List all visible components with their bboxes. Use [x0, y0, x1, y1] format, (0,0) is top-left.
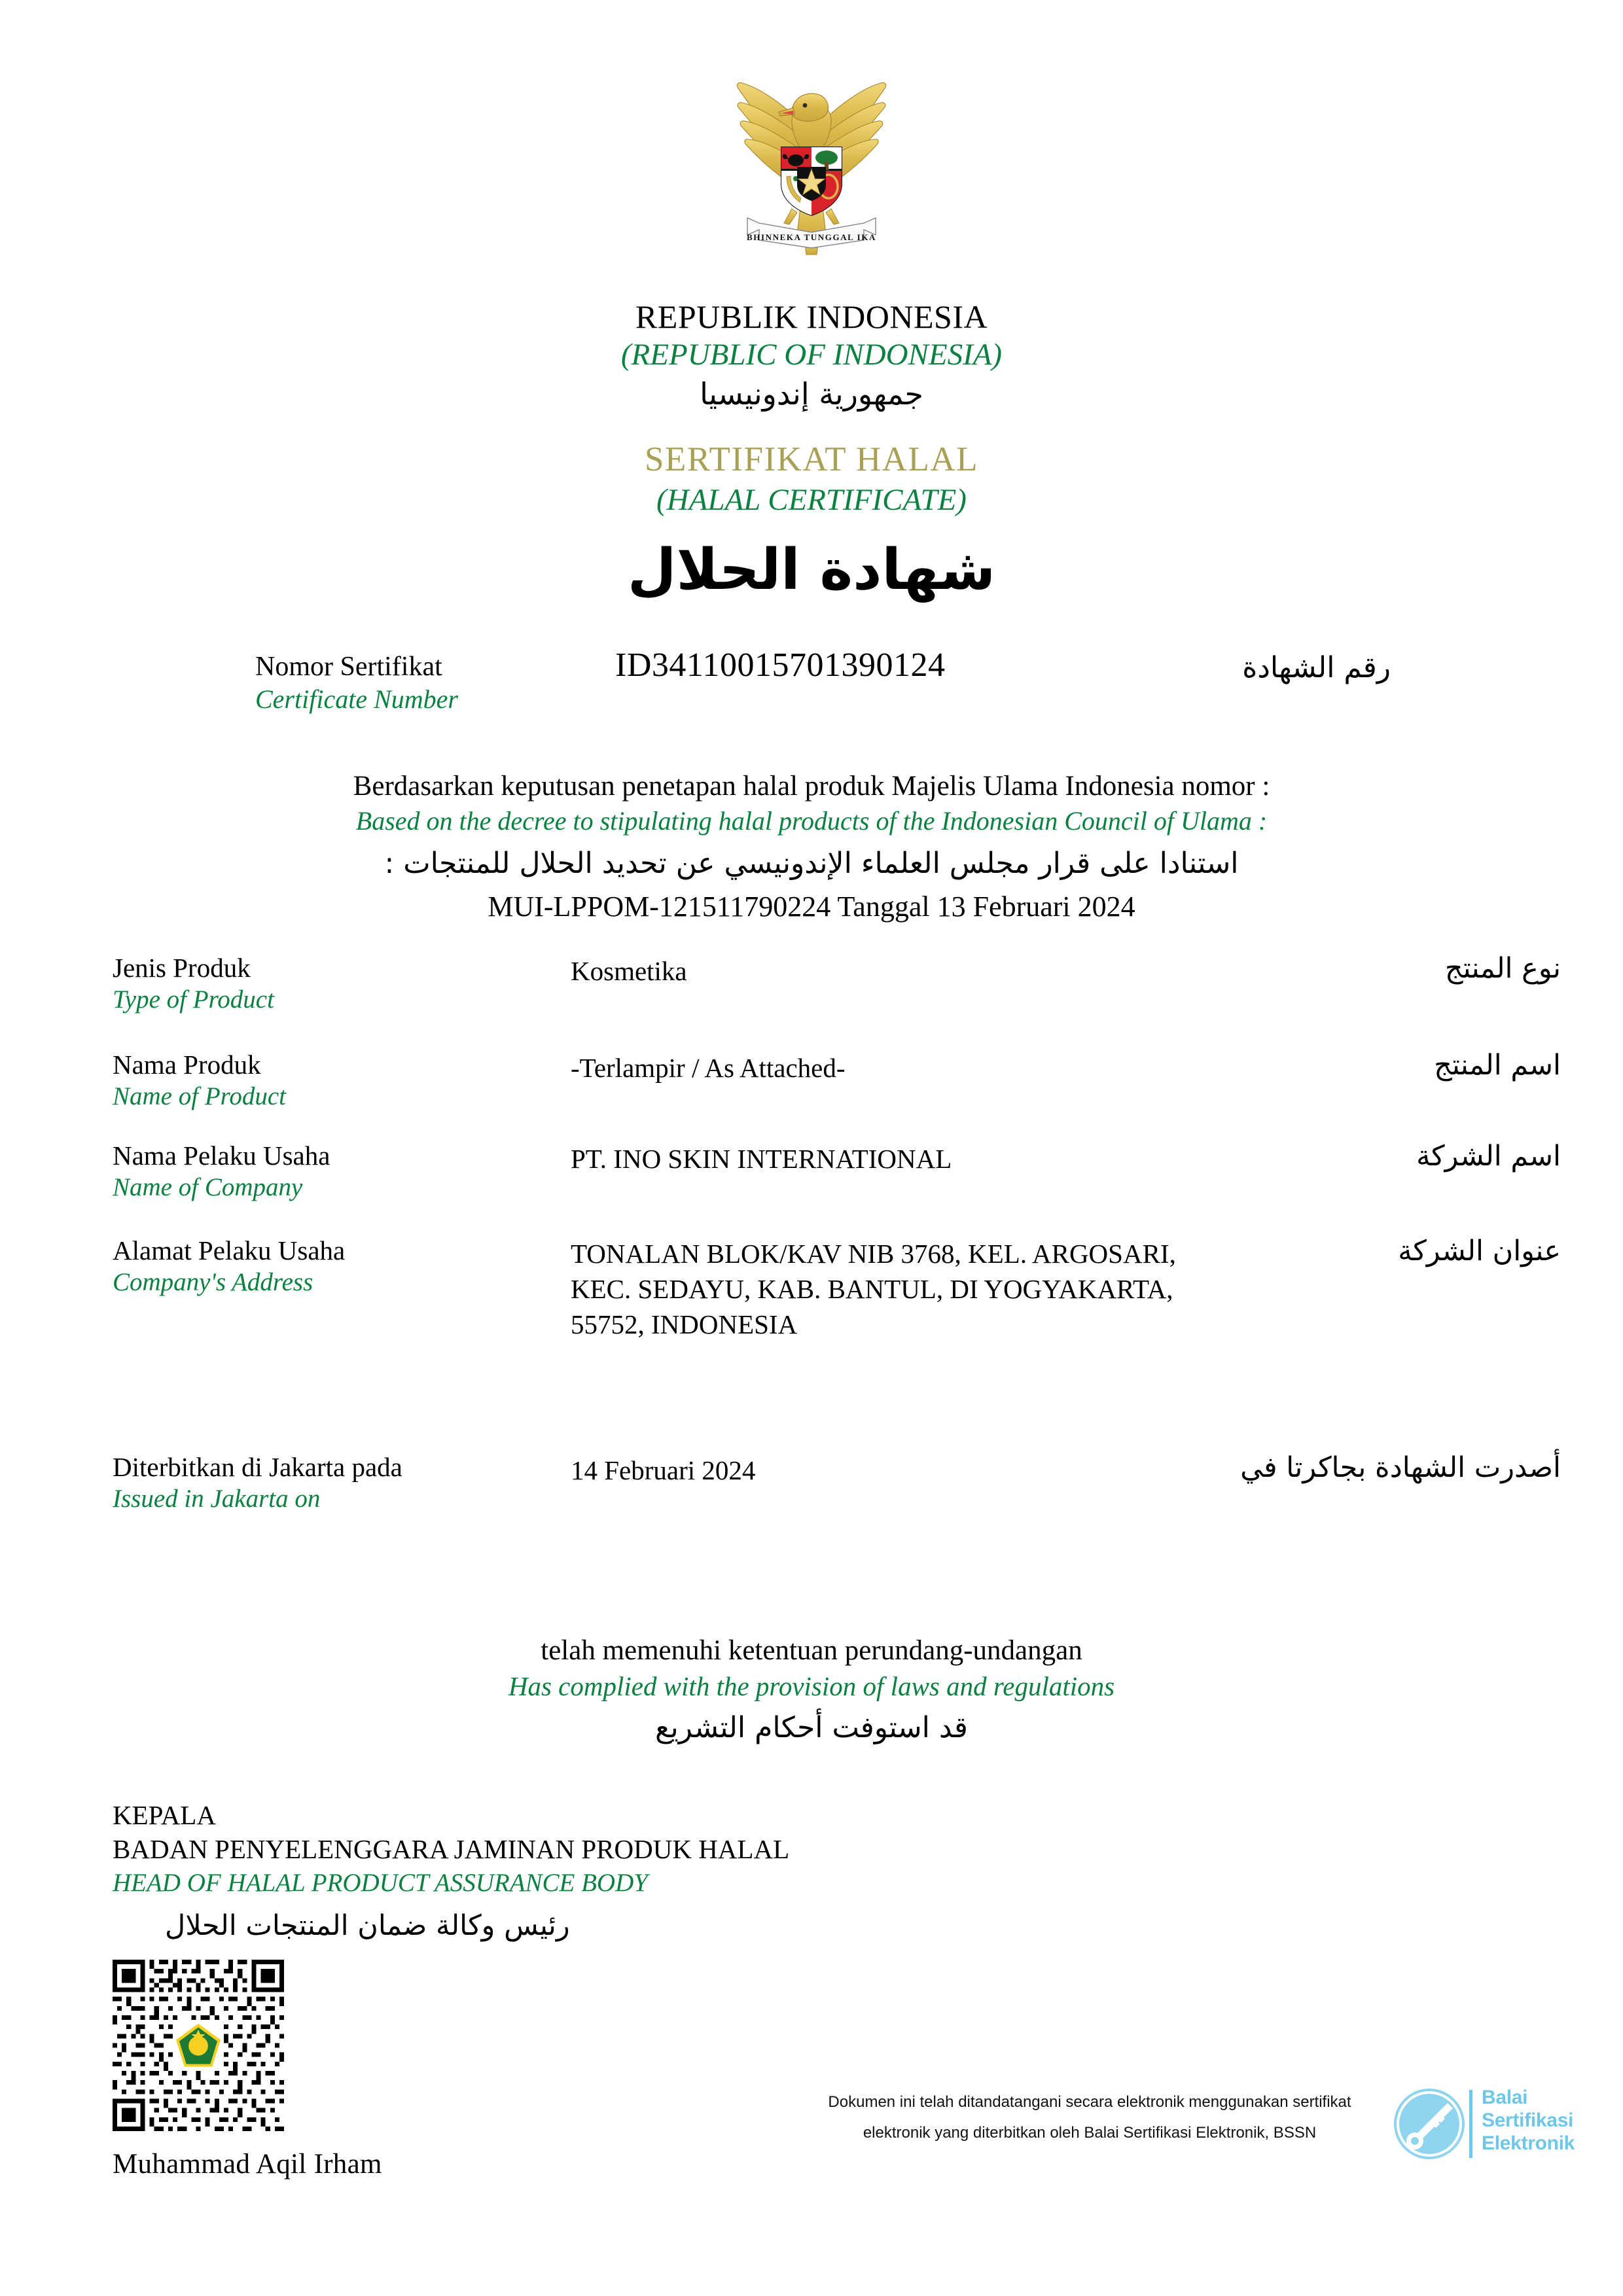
- bsre-logo-line3: Elektronik: [1482, 2132, 1575, 2155]
- decree-number: MUI-LPPOM-121511790224 Tanggal 13 Februari 2024: [488, 890, 1135, 923]
- field-value: Kosmetika: [571, 956, 687, 986]
- field-label: [113, 952, 558, 1016]
- signatory-role-line1: KEPALA: [113, 1800, 216, 1830]
- compliance-line-ar: قد استوفت أحكام التشريع: [655, 1711, 968, 1745]
- bsre-logo-text: [1482, 2086, 1575, 2155]
- bsre-logo-line1: Balai: [1482, 2087, 1528, 2108]
- field-label: [113, 1235, 558, 1299]
- signatory-role-block: [113, 1798, 1029, 1946]
- field-label-ar: نوع المنتج: [1444, 952, 1561, 985]
- bsre-logo: [1393, 2082, 1575, 2167]
- certificate-number-label-id: Nomor Sertifikat: [255, 652, 442, 682]
- field-value: PT. INO SKIN INTERNATIONAL: [571, 1144, 952, 1174]
- country-name-id: REPUBLIK INDONESIA: [635, 298, 988, 335]
- certificate-number-label-en: Certificate Number: [255, 684, 458, 714]
- field-label: [113, 1451, 558, 1515]
- garuda-pancasila-emblem: [0, 62, 1623, 262]
- signatory-role-ar: رئيس وكالة ضمان المنتجات الحلال: [165, 1909, 570, 1942]
- certificate-title-id: SERTIFIKAT HALAL: [644, 440, 979, 479]
- certificate-title-ar: شهادة الحلال: [627, 537, 996, 603]
- field-label-id: Diterbitkan di Jakarta pada: [113, 1452, 402, 1482]
- certificate-number-label-ar: رقم الشهادة: [1242, 651, 1391, 684]
- field-label-ar: اسم الشركة: [1416, 1140, 1561, 1173]
- field-label-id: Jenis Produk: [113, 953, 251, 983]
- field-label-en: Type of Product: [113, 985, 274, 1014]
- field-label-id: Alamat Pelaku Usaha: [113, 1235, 346, 1265]
- field-label-ar: عنوان الشركة: [1398, 1235, 1561, 1267]
- field-label-en: Issued in Jakarta on: [113, 1485, 321, 1513]
- field-label: [113, 1140, 558, 1204]
- field-label-en: Name of Product: [113, 1082, 287, 1111]
- field-label-en: Company's Address: [113, 1268, 313, 1297]
- signatory-role-line2: BADAN PENYELENGGARA JAMINAN PRODUK HALAL: [113, 1834, 790, 1865]
- field-value: TONALAN BLOK/KAV NIB 3768, KEL. ARGOSARI, KEC. SEDAYU, KAB. BANTUL, DI YOGYAKARTA, 55752, INDONESIA: [571, 1239, 1176, 1340]
- compliance-line-id: telah memenuhi ketentuan perundang-undangan: [541, 1635, 1082, 1666]
- certificate-header: [0, 298, 1623, 605]
- signatory-role-en: HEAD OF HALAL PRODUCT ASSURANCE BODY: [113, 1868, 648, 1897]
- decree-line-ar: استنادا على قرار مجلس العلماء الإندونيسي عن تحديد الحلال للمنتجات :: [384, 846, 1239, 880]
- field-label: [113, 1049, 558, 1113]
- qr-code[interactable]: [113, 1960, 284, 2131]
- country-name-en: (REPUBLIC OF INDONESIA): [620, 338, 1003, 372]
- emblem-motto-text: BHINNEKA TUNGGAL IKA: [747, 232, 876, 242]
- field-value: -Terlampir / As Attached-: [571, 1053, 846, 1083]
- certificate-number-label: [255, 651, 596, 715]
- field-label-ar: اسم المنتج: [1434, 1049, 1561, 1082]
- electronic-signature-note-line2: elektronik yang diterbitkan oleh Balai Sertifikasi Elektronik, BSSN: [863, 2123, 1317, 2142]
- decree-block: [0, 769, 1623, 925]
- compliance-block: [0, 1633, 1623, 1750]
- electronic-signature-note: [805, 2087, 1374, 2149]
- certificate-title-en: (HALAL CERTIFICATE): [656, 483, 967, 518]
- field-value: 14 Februari 2024: [571, 1455, 756, 1485]
- signatory-name: Muhammad Aqil Irham: [113, 2149, 382, 2180]
- certificate-number-value: ID34110015701390124: [615, 646, 946, 684]
- country-name-ar: جمهورية إندونيسيا: [700, 376, 923, 412]
- compliance-line-en: Has complied with the provision of laws and regulations: [508, 1670, 1115, 1701]
- field-label-id: Nama Produk: [113, 1050, 261, 1080]
- field-label-ar: أصدرت الشهادة بجاكرتا في: [1240, 1451, 1561, 1484]
- decree-line-id: Berdasarkan keputusan penetapan halal produk Majelis Ulama Indonesia nomor :: [353, 771, 1270, 802]
- field-label-en: Name of Company: [113, 1173, 303, 1202]
- bsre-logo-divider: [1469, 2090, 1472, 2158]
- certificate-number-row: [0, 646, 1623, 723]
- electronic-signature-note-line1: Dokumen ini telah ditandatangani secara elektronik menggunakan sertifikat: [828, 2093, 1351, 2111]
- bsre-key-icon: [1393, 2087, 1466, 2164]
- field-label-id: Nama Pelaku Usaha: [113, 1140, 330, 1171]
- bsre-logo-line2: Sertifikasi: [1482, 2110, 1574, 2132]
- decree-line-en: Based on the decree to stipulating halal products of the Indonesian Council of Ulama :: [355, 805, 1268, 836]
